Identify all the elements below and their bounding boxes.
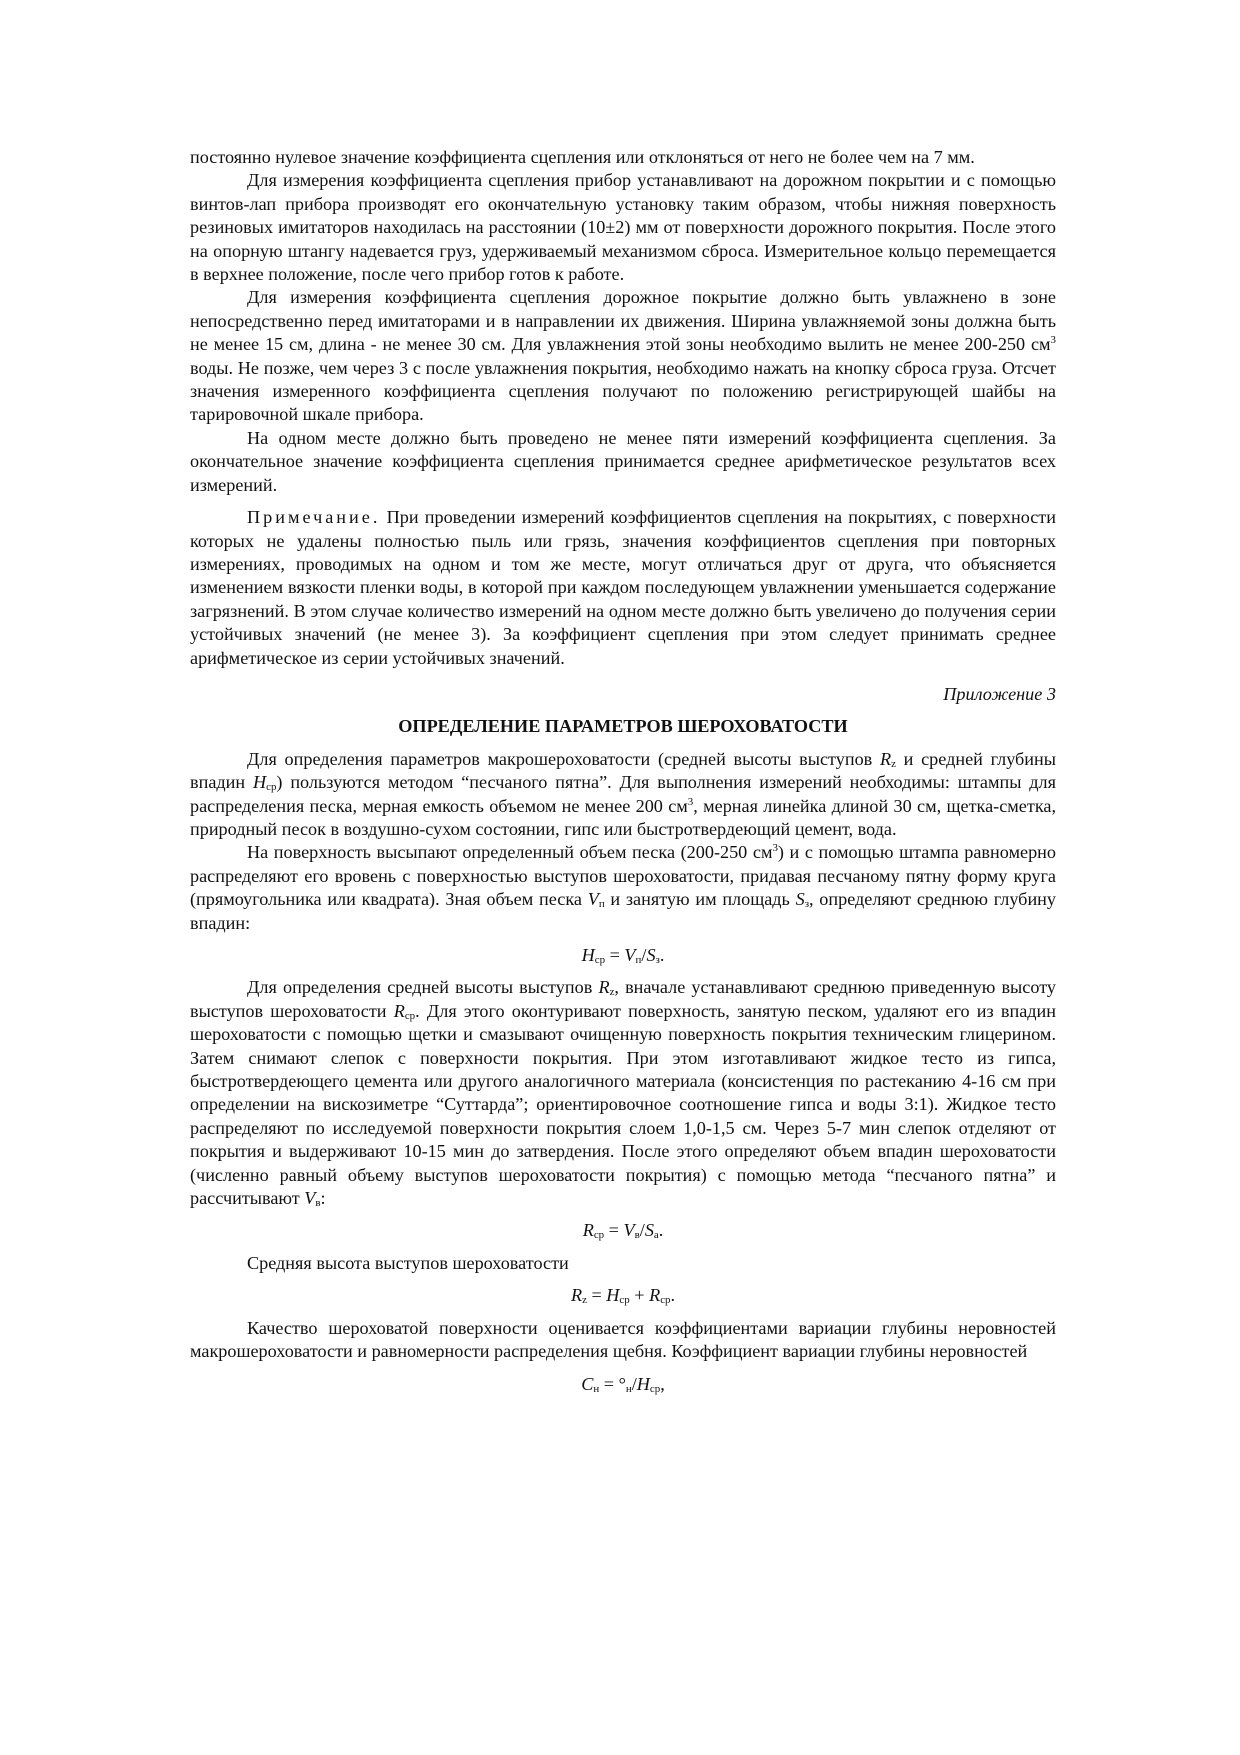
formula: $R_{ср} = V_в/S_а$. [582,1220,664,1242]
paragraph: Качество шероховатой поверхности оценивается коэффициентами вариации глубины неровностей макрошероховатости и равномерности распределения щебня. Коэффициент вариации глубины неровностей [190,1317,1056,1362]
appendix-label: Приложение 3 [943,683,1056,704]
paragraph: На одном месте должно быть проведено не менее пяти измерений коэффициента сцепления. За окончательное значение коэффициента сцепления принимается среднее арифметическое результатов всех измерений. [190,427,1056,495]
paragraph: Для определения средней высоты выступов $R_z$, вначале устанавливают среднюю приведенную высоту выступов шероховатости $R_{ср}$. Для этого оконтуривают поверхность, занятую песком, удаляют его из впадин шероховатости с помощью щетки и смазывают очищенную поверхность покрытия техническим глицерином. Затем снимают слепок с поверхности покрытия. При этом изготавливают жидкое тесто из гипса, быстротвердеющего цемента или другого аналогичного материала (консистенция по растеканию 4-16 см при определении на вискозиметре “Суттарда”; ориентировочное соотношение гипса и воды 3:1). Жидкое тесто распределяют по исследуемой поверхности покрытия слоем 1,0-1,5 см. Через 5-7 мин слепок отделяют от покрытия и выдерживают 10-15 мин до затвердения. После этого определяют объем впадин шероховатости (численно равный объему выступов шероховатости покрытия) с помощью метода “песчаного пятна” и рассчитывают $V_в$: [190,977,1057,1210]
note-label: Примечание. [247,507,381,528]
paragraph: Средняя высота выступов шероховатости [247,1252,569,1273]
paragraph: Для определения параметров макрошероховатости (средней высоты выступов $R_z$ и средней глубины впадин $H_{ср}$) пользуются методом “песчаного пятна”. Для выполнения измерений необходимы: штампы для распределения песка, мерная емкость объемом не менее 200 $см^3$, мерная линейка длиной 30 см, щетка-сметка, природный песок в воздушно-сухом состоянии, гипс или быстротвердеющий цемент, вода. [190,748,1057,839]
formula: $R_z = H_{ср} + R_{ср}$. [570,1285,676,1307]
section-heading: ОПРЕДЕЛЕНИЕ ПАРАМЕТРОВ ШЕРОХОВАТОСТИ [398,716,848,737]
note-paragraph: Примечание. При проведении измерений коэффициентов сцепления на покрытиях, с поверхности которых не удалены полностью пыль или грязь, значения коэффициентов сцепления при повторных измерениях, проводимых на одном и том же месте, могут отличаться друг от друга, что объясняется изменением вязкости пленки воды, в которой при каждом последующем увлажнении уменьшается содержание загрязнений. В этом случае количество измерений на одном месте должно быть увеличено до получения серии устойчивых значений (не менее 3). За коэффициент сцепления при этом следует принимать среднее арифметическое из серии устойчивых значений. [190,507,1056,668]
paragraph: На поверхность высыпают определенный объем песка (200-250 $см^3$) и с помощью штампа равномерно распределяют его вровень с поверхностью выступов шероховатости, придавая песчаному пятну форму круга (прямоугольника или квадрата). Зная объем песка $V_п$ и занятую им площадь $S_з$, определяют среднюю глубину впадин: [190,842,1056,933]
formula: $C_н = ^\circ_н/H_{ср}$, [581,1373,665,1395]
paragraph: Для измерения коэффициента сцепления дорожное покрытие должно быть увлажнено в зоне непосредственно перед имитаторами и в направлении их движения. Ширина увлажняемой зоны должна быть не менее 15 см, длина - не менее 30 см. Для увлажнения этой зоны необходимо вылить не менее 200-250 $см^3$ воды. Не позже, чем через 3 с после увлажнения покрытия, необходимо нажать на кнопку сброса груза. Отсчет значения измеренного коэффициента сцепления получают по положению регистрирующей шайбы на тарировочной шкале прибора. [190,287,1056,425]
paragraph: постоянно нулевое значение коэффициента сцепления или отклоняться от него не более чем на 7 мм. [190,147,975,167]
formula: $H_{ср} = V_п/S_з$. [581,945,665,966]
paragraph: Для измерения коэффициента сцепления прибор устанавливают на дорожном покрытии и с помощью винтов-лап прибора производят его окончательную установку таким образом, чтобы нижняя поверхность резиновых имитаторов находилась на расстоянии (10±2) мм от поверхности дорожного покрытия. После этого на опорную штангу надевается груз, удерживаемый механизмом сброса. Измерительное кольцо перемещается в верхнее положение, после чего прибор готов к работе. [190,170,1056,285]
document-page [190,146,1056,1405]
